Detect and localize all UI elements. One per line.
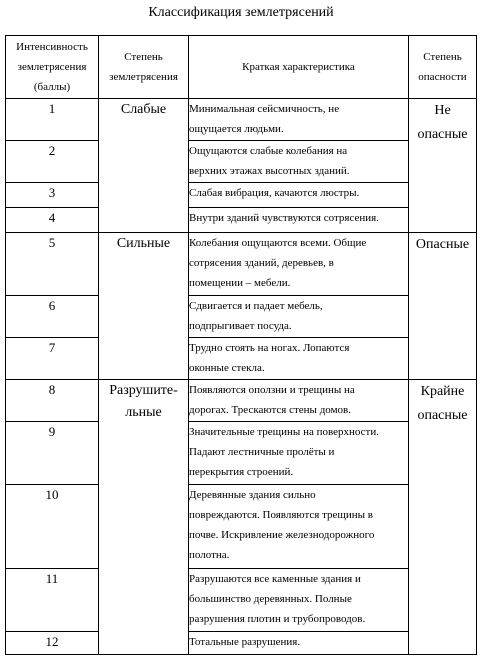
table-row: [6, 422, 477, 485]
description-cell: [189, 208, 409, 233]
description-line: Ощущаются слабые колебания на: [189, 145, 348, 157]
degree-label: Слабые: [120, 102, 167, 117]
description-line: полотна.: [189, 549, 230, 561]
danger-label: Не: [434, 103, 451, 118]
description-line: большинство деревянных. Полные: [189, 593, 352, 605]
intensity-cell: 4: [6, 208, 99, 233]
header-description: Краткая характеристика: [189, 36, 409, 99]
description-cell: [189, 569, 409, 632]
intensity-cell: 10: [6, 485, 99, 569]
description-cell: [189, 338, 409, 380]
description-line: сотрясения зданий, деревьев, в: [189, 257, 334, 269]
danger-label: опасные: [417, 127, 468, 142]
intensity-cell: 6: [6, 296, 99, 338]
description-line: разрушения плотин и трубопроводов.: [189, 613, 366, 625]
intensity-cell: 12: [6, 632, 99, 655]
header-intensity-line: землетрясения: [17, 61, 87, 73]
table-row: [6, 485, 477, 569]
description-cell: [189, 233, 409, 296]
table-row: [6, 380, 477, 422]
header-danger-line: Степень: [423, 51, 462, 63]
table-row: [6, 141, 477, 183]
description-line: Минимальная сейсмичность, не: [189, 103, 340, 115]
description-line: верхних этажах высотных зданий.: [189, 165, 350, 177]
description-line: Разрушаются все каменные здания и: [189, 573, 361, 585]
header-danger: [409, 36, 477, 99]
description-line: Трудно стоять на ногах. Лопаются: [189, 342, 350, 354]
table-row: [6, 338, 477, 380]
table-row: [6, 632, 477, 655]
header-row: [6, 36, 477, 99]
header-degree: [99, 36, 189, 99]
header-danger-line: опасности: [418, 71, 467, 83]
description-line: дорогах. Трескаются стены домов.: [189, 404, 351, 416]
intensity-cell: 11: [6, 569, 99, 632]
header-degree-line: Степень: [124, 51, 163, 63]
description-line: почве. Искривление железнодорожного: [189, 529, 375, 541]
table-row: [6, 99, 477, 141]
header-intensity: [6, 36, 99, 99]
description-line: помещении – мебели.: [189, 277, 291, 289]
description-line: Значительные трещины на поверхности.: [189, 426, 379, 438]
description-line: перекрытия строений.: [189, 466, 294, 478]
description-line: Деревянные здания сильно: [189, 489, 316, 501]
table-row: [6, 183, 477, 208]
description-line: Колебания ощущаются всеми. Общие: [189, 237, 367, 249]
description-line: Внутри зданий чувствуются сотрясения.: [189, 212, 379, 224]
danger-label: опасные: [417, 408, 468, 423]
description-cell: [189, 141, 409, 183]
description-cell: [189, 632, 409, 655]
degree-cell-destructive: [99, 380, 189, 655]
degree-cell-weak: [99, 99, 189, 233]
danger-label: Опасные: [415, 237, 470, 252]
danger-cell-not-dangerous: [409, 99, 477, 233]
intensity-cell: 3: [6, 183, 99, 208]
degree-label: льные: [125, 405, 162, 420]
intensity-cell: 2: [6, 141, 99, 183]
description-cell: [189, 485, 409, 569]
header-intensity-line: Интенсивность: [16, 41, 88, 53]
danger-label: Крайне: [420, 384, 465, 399]
description-line: Сдвигается и падает мебель,: [189, 300, 323, 312]
table-row: [6, 233, 477, 296]
description-cell: [189, 99, 409, 141]
danger-cell-extremely-dangerous: [409, 380, 477, 655]
description-line: Тотальные разрушения.: [189, 636, 301, 648]
danger-cell-dangerous: [409, 233, 477, 380]
description-line: подпрыгивает посуда.: [189, 320, 292, 332]
description-cell: [189, 296, 409, 338]
table-row: [6, 569, 477, 632]
earthquake-classification-table: [5, 35, 477, 655]
description-line: ощущается людьми.: [189, 123, 284, 135]
description-line: оконные стекла.: [189, 362, 265, 374]
description-cell: [189, 183, 409, 208]
table-title: Классификация землетрясений: [148, 5, 334, 20]
description-line: повреждаются. Появляются трещины в: [189, 509, 373, 521]
description-cell: [189, 422, 409, 485]
description-cell: [189, 380, 409, 422]
header-intensity-line: (баллы): [33, 81, 71, 93]
degree-cell-strong: [99, 233, 189, 380]
degree-label: Сильные: [116, 236, 171, 251]
intensity-cell: 7: [6, 338, 99, 380]
description-line: Слабая вибрация, качаются люстры.: [189, 187, 360, 199]
table-row: [6, 296, 477, 338]
description-line: Падают лестничные пролёты и: [189, 446, 335, 458]
intensity-cell: 8: [6, 380, 99, 422]
intensity-cell: 1: [6, 99, 99, 141]
table-row: [6, 208, 477, 233]
intensity-cell: 9: [6, 422, 99, 485]
degree-label: Разрушите-: [109, 383, 178, 398]
header-degree-line: землетрясения: [109, 71, 178, 83]
intensity-cell: 5: [6, 233, 99, 296]
description-line: Появляются оползни и трещины на: [189, 384, 355, 396]
